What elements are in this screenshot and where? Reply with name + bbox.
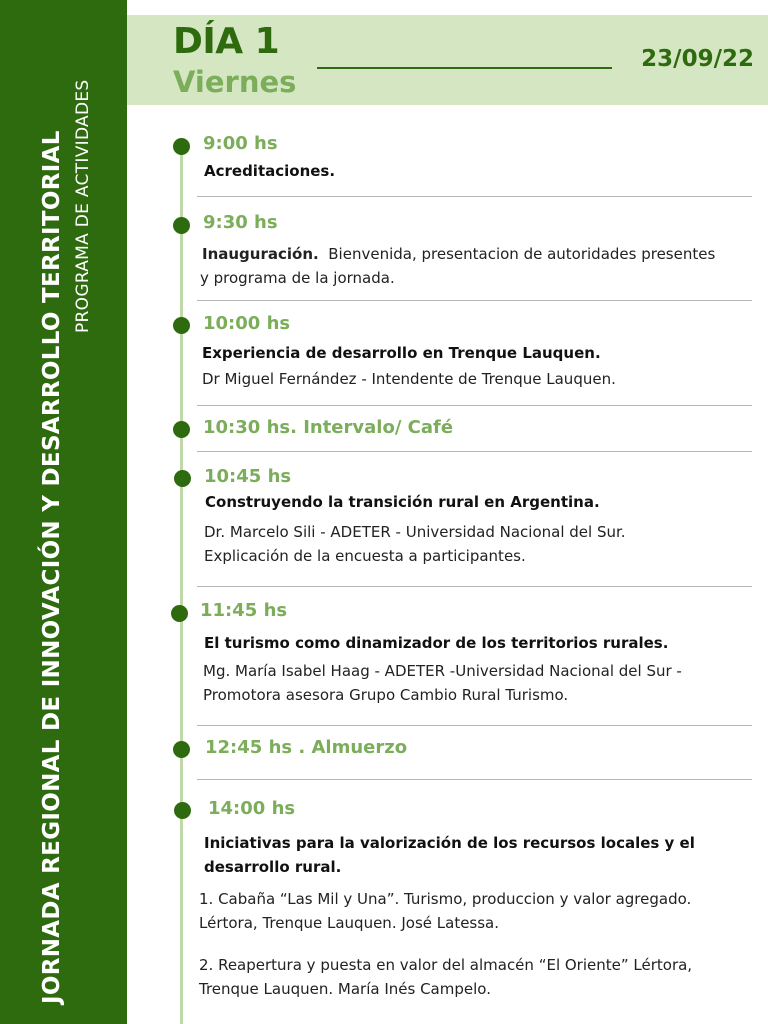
date-label: 23/09/22 [641,46,754,72]
separator [197,196,752,197]
time-0900: 9:00 hs [203,133,278,154]
initiative-2-line2: Trenque Lauquen. María Inés Campelo. [199,980,491,998]
timeline-dot [173,138,190,155]
timeline-dot [173,217,190,234]
sidebar [0,0,127,1024]
separator [197,451,752,452]
session-desc-line1: Bienvenida, presentacion de autoridades presentes [328,245,716,263]
time-1030-break: 10:30 hs. Intervalo/ Café [203,417,454,438]
session-inauguracion [202,242,715,266]
session-title-experiencia: Experiencia de desarrollo en Trenque Lauquen. [202,344,601,362]
header-divider [317,67,612,69]
timeline-dot [174,470,191,487]
timeline-dot [173,741,190,758]
session-desc-line2: y programa de la jornada. [200,269,395,287]
session-desc: Explicación de la encuesta a participantes. [204,547,526,565]
time-1045: 10:45 hs [204,466,292,487]
session-title-turismo: El turismo como dinamizador de los territorios rurales. [204,634,669,652]
timeline-dot [173,421,190,438]
program-subtitle: PROGRAMA DE ACTIVIDADES [73,79,93,333]
separator [197,725,752,726]
event-title: JORNADA REGIONAL DE INNOVACIÓN Y DESARROLLO TERRITORIAL [39,130,65,1004]
separator [197,586,752,587]
session-title-inauguracion: Inauguración. [202,245,319,263]
session-speaker: Dr. Marcelo Sili - ADETER - Universidad Nacional del Sur. [204,523,626,541]
timeline-dot [174,802,191,819]
time-0930: 9:30 hs [203,212,278,233]
timeline-line [180,140,183,1024]
time-1000: 10:00 hs [203,313,291,334]
separator [197,405,752,406]
timeline-dot [171,605,188,622]
time-1245-lunch: 12:45 hs . Almuerzo [205,737,408,758]
session-title-acreditaciones: Acreditaciones. [204,162,336,180]
time-1145: 11:45 hs [200,600,288,621]
separator [197,300,752,301]
time-1400: 14:00 hs [208,798,296,819]
initiative-1-line2: Lértora, Trenque Lauquen. José Latessa. [199,914,500,932]
session-desc: Promotora asesora Grupo Cambio Rural Turismo. [203,686,569,704]
initiative-1-line1: 1. Cabaña “Las Mil y Una”. Turismo, produccion y valor agregado. [199,890,692,908]
weekday-label: Viernes [173,65,297,99]
session-speaker: Mg. María Isabel Haag - ADETER -Universidad Nacional del Sur - [203,662,682,680]
initiative-2-line1: 2. Reapertura y puesta en valor del almacén “El Oriente” Lértora, [199,956,693,974]
session-title-iniciativas-line1: Iniciativas para la valorización de los recursos locales y el [204,834,695,852]
session-title-iniciativas-line2: desarrollo rural. [204,858,342,876]
session-title-transicion: Construyendo la transición rural en Argentina. [205,493,600,511]
day-header [127,15,768,105]
separator [197,779,752,780]
session-speaker: Dr Miguel Fernández - Intendente de Trenque Lauquen. [202,370,616,388]
timeline-dot [173,317,190,334]
day-label: DÍA 1 [173,21,280,62]
